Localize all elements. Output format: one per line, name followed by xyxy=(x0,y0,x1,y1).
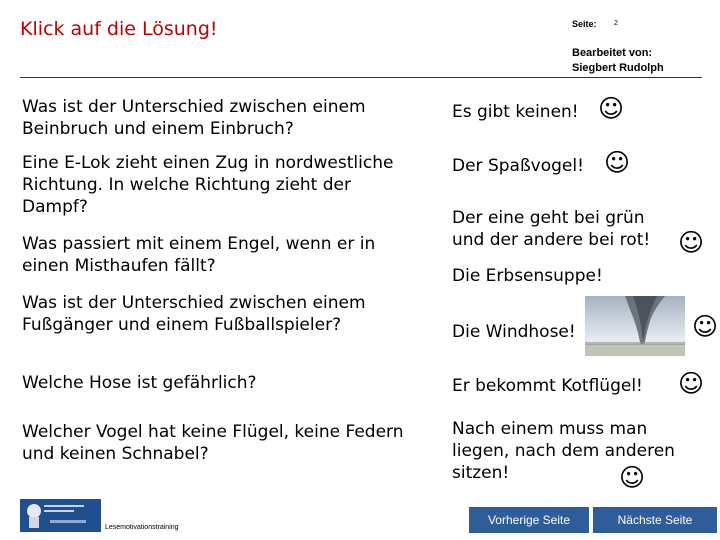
tornado-image xyxy=(585,296,685,356)
question-3: Was passiert mit einem Engel, wenn er in einen Misthaufen fällt? xyxy=(22,234,376,276)
logo-image xyxy=(20,499,101,532)
question-4: Was ist der Unterschied zwischen einem Fußgänger und einem Fußballspieler? xyxy=(22,293,366,335)
smiley-icon[interactable]: ☺ xyxy=(604,148,631,177)
edited-by-label: Bearbeitet von: xyxy=(572,47,653,59)
smiley-icon[interactable]: ☺ xyxy=(678,369,705,398)
answer-4[interactable]: Die Erbsensuppe! xyxy=(452,266,603,286)
question-6: Welcher Vogel hat keine Flügel, keine Federn und keinen Schnabel? xyxy=(22,422,404,464)
smiley-icon[interactable]: ☺ xyxy=(678,228,705,257)
question-5: Welche Hose ist gefährlich? xyxy=(22,373,257,393)
editor-name: Siegbert Rudolph xyxy=(572,62,664,74)
header-divider xyxy=(20,77,702,78)
answer-6[interactable]: Er bekommt Kotflügel! xyxy=(452,376,643,396)
answer-5[interactable]: Die Windhose! xyxy=(452,322,576,342)
smiley-icon[interactable]: ☺ xyxy=(692,312,719,341)
page-number: 2 xyxy=(614,20,618,27)
next-page-button[interactable]: Nächste Seite xyxy=(593,507,717,533)
answer-7[interactable]: Nach einem muss man liegen, nach dem anderen sitzen! xyxy=(452,419,675,483)
question-1: Was ist der Unterschied zwischen einem Beinbruch und einem Einbruch? xyxy=(22,97,366,139)
smiley-icon[interactable]: ☺ xyxy=(619,463,646,492)
page-title: Klick auf die Lösung! xyxy=(20,18,218,40)
page-label: Seite: xyxy=(572,19,597,29)
footer-training-label: Lesemotivationstraining xyxy=(105,524,179,531)
answer-2[interactable]: Der Spaßvogel! xyxy=(452,156,584,176)
smiley-icon[interactable]: ☺ xyxy=(598,94,625,123)
question-2: Eine E-Lok zieht einen Zug in nordwestliche Richtung. In welche Richtung zieht der Dampf? xyxy=(22,153,394,217)
answer-1[interactable]: Es gibt keinen! xyxy=(452,102,579,122)
answer-3[interactable]: Der eine geht bei grün und der andere bei rot! xyxy=(452,208,651,250)
previous-page-button[interactable]: Vorherige Seite xyxy=(469,507,589,533)
